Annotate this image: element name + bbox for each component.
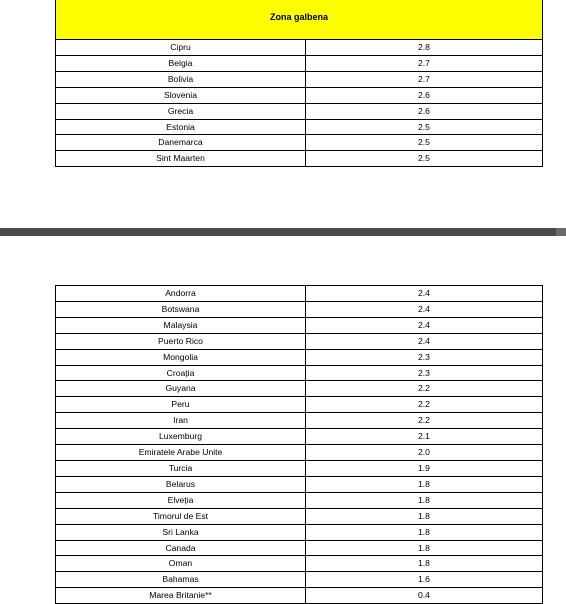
table-row <box>56 87 543 103</box>
table-row <box>56 365 543 381</box>
country-cell: Oman <box>56 556 306 572</box>
value-cell: 2.5 <box>306 135 543 151</box>
value-cell: 1.6 <box>306 572 543 588</box>
table-row <box>56 524 543 540</box>
country-cell: Mongolia <box>56 349 306 365</box>
country-cell: Belarus <box>56 476 306 492</box>
value-cell: 1.8 <box>306 540 543 556</box>
table-row <box>56 151 543 167</box>
country-cell: Turcia <box>56 460 306 476</box>
country-cell: Canada <box>56 540 306 556</box>
country-rate-table-continued <box>55 285 543 604</box>
country-cell: Belgia <box>56 55 306 71</box>
table-row <box>56 349 543 365</box>
document-page-1 <box>0 0 566 228</box>
country-cell: Cipru <box>56 40 306 56</box>
table-row <box>56 413 543 429</box>
country-cell: Danemarca <box>56 135 306 151</box>
country-cell: Emiratele Arabe Unite <box>56 445 306 461</box>
table-row <box>56 572 543 588</box>
table-row <box>56 476 543 492</box>
table-row <box>56 397 543 413</box>
country-cell: Sri Lanka <box>56 524 306 540</box>
value-cell: 2.7 <box>306 55 543 71</box>
table-row <box>56 301 543 317</box>
value-cell: 2.8 <box>306 40 543 56</box>
zone-title: Zona galbena <box>56 0 543 40</box>
table-row <box>56 135 543 151</box>
table-row <box>56 445 543 461</box>
value-cell: 2.4 <box>306 333 543 349</box>
table-row <box>56 429 543 445</box>
table-row <box>56 55 543 71</box>
country-cell: Bolivia <box>56 71 306 87</box>
value-cell: 1.9 <box>306 460 543 476</box>
value-cell: 0.4 <box>306 588 543 604</box>
value-cell: 2.5 <box>306 119 543 135</box>
table-row <box>56 588 543 604</box>
value-cell: 2.4 <box>306 317 543 333</box>
table-row <box>56 317 543 333</box>
country-cell: Sint Maarten <box>56 151 306 167</box>
country-cell: Malaysia <box>56 317 306 333</box>
country-cell: Peru <box>56 397 306 413</box>
value-cell: 2.5 <box>306 151 543 167</box>
zone-header-row <box>56 0 543 40</box>
table-row <box>56 492 543 508</box>
country-cell: Puerto Rico <box>56 333 306 349</box>
country-cell: Marea Britanie** <box>56 588 306 604</box>
table-row <box>56 286 543 302</box>
country-cell: Iran <box>56 413 306 429</box>
country-cell: Luxemburg <box>56 429 306 445</box>
document-page-2 <box>0 236 566 600</box>
value-cell: 1.8 <box>306 524 543 540</box>
page-separator <box>0 228 566 236</box>
value-cell: 1.8 <box>306 492 543 508</box>
table-row <box>56 119 543 135</box>
country-cell: Elveția <box>56 492 306 508</box>
table-row <box>56 508 543 524</box>
table-row <box>56 381 543 397</box>
country-cell: Estonia <box>56 119 306 135</box>
country-cell: Timorul de Est <box>56 508 306 524</box>
value-cell: 1.8 <box>306 556 543 572</box>
value-cell: 2.1 <box>306 429 543 445</box>
value-cell: 2.6 <box>306 103 543 119</box>
country-cell: Croația <box>56 365 306 381</box>
value-cell: 2.2 <box>306 381 543 397</box>
table-row <box>56 540 543 556</box>
country-cell: Guyana <box>56 381 306 397</box>
value-cell: 2.0 <box>306 445 543 461</box>
value-cell: 1.8 <box>306 476 543 492</box>
value-cell: 2.2 <box>306 413 543 429</box>
country-cell: Andorra <box>56 286 306 302</box>
yellow-zone-table <box>55 0 543 167</box>
country-cell: Grecia <box>56 103 306 119</box>
value-cell: 2.2 <box>306 397 543 413</box>
value-cell: 2.4 <box>306 286 543 302</box>
table-row <box>56 556 543 572</box>
table-row <box>56 71 543 87</box>
country-cell: Botswana <box>56 301 306 317</box>
table-row <box>56 40 543 56</box>
table-row <box>56 103 543 119</box>
value-cell: 2.4 <box>306 301 543 317</box>
country-cell: Bahamas <box>56 572 306 588</box>
value-cell: 1.8 <box>306 508 543 524</box>
value-cell: 2.6 <box>306 87 543 103</box>
value-cell: 2.7 <box>306 71 543 87</box>
country-cell: Slovenia <box>56 87 306 103</box>
value-cell: 2.3 <box>306 365 543 381</box>
table-row <box>56 333 543 349</box>
value-cell: 2.3 <box>306 349 543 365</box>
table-row <box>56 460 543 476</box>
